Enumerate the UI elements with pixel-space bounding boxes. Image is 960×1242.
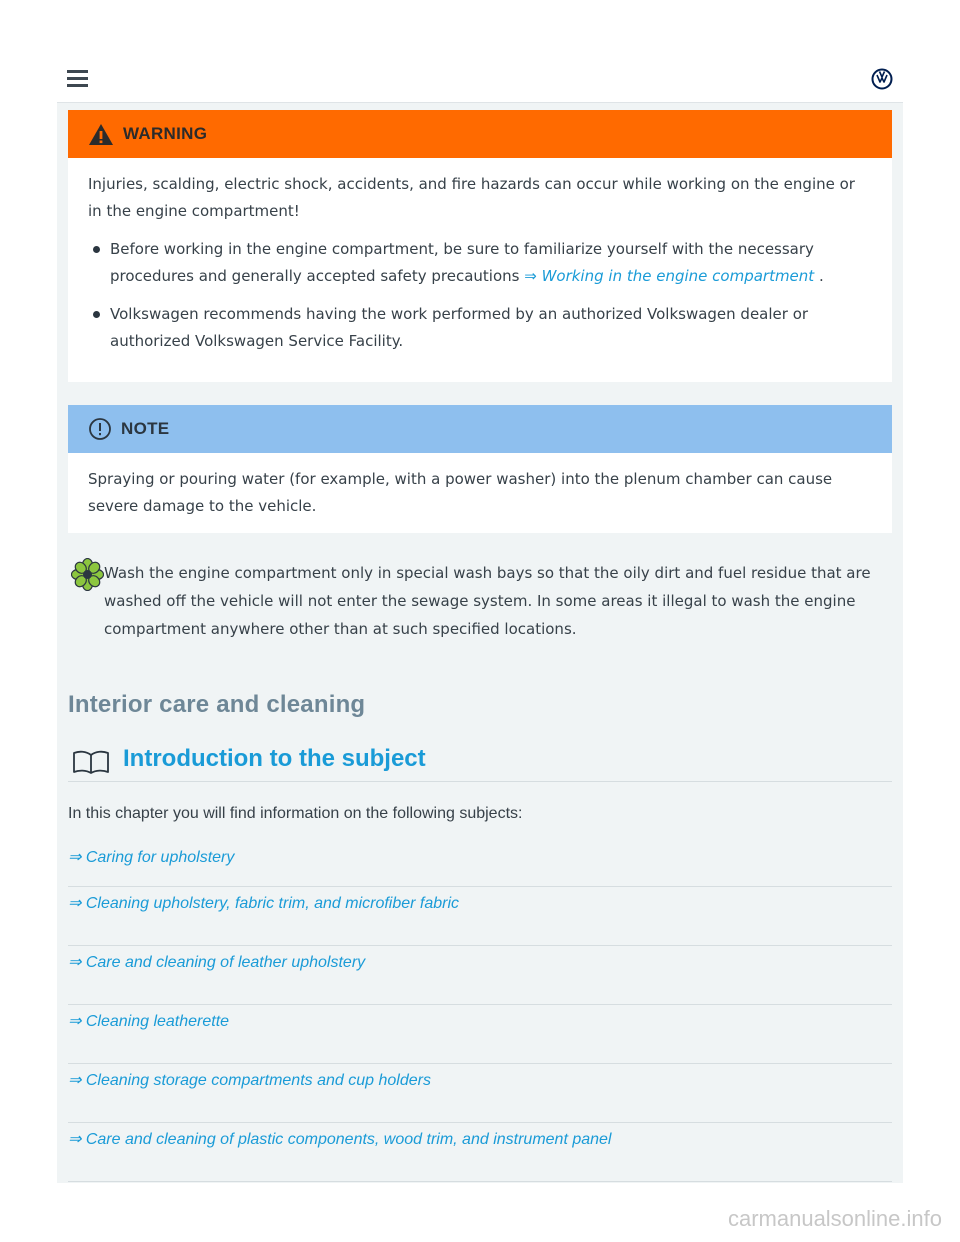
note-text: Spraying or pouring water (for example, with a power washer) into the plenum chamber can cause severe damage to the vehicle. [88, 470, 833, 515]
open-book-icon [72, 750, 110, 774]
content-area [57, 103, 903, 1183]
warning-text: Injuries, scalding, electric shock, accidents, and fire hazards can occur while working on the engine or in the engine compartment! [88, 175, 855, 220]
warning-bullets [68, 236, 892, 355]
warning-triangle-icon [88, 123, 114, 146]
warning-bullet-2: Volkswagen recommends having the work performed by an authorized Volkswagen dealer or authorized Volkswagen Service Facility. [68, 301, 892, 355]
warning-header [68, 110, 892, 158]
subsection-title: Introduction to the subject [123, 745, 426, 772]
working-in-engine-compartment-link[interactable]: ⇒ Working in the engine compartment [524, 267, 815, 285]
warning-box [68, 110, 892, 382]
environment-note [68, 559, 892, 643]
link-care-plastic-components[interactable]: ⇒ Care and cleaning of plastic components, wood trim, and instrument panel [68, 1123, 892, 1182]
subsection-header [68, 741, 892, 782]
link-caring-for-upholstery[interactable]: ⇒ Caring for upholstery [68, 843, 892, 887]
environment-text: Wash the engine compartment only in special wash bays so that the oily dirt and fuel residue that are washed off the vehicle will not enter the sewage system. In some areas it illegal to wash the engine compartment anywhere other than at such specified locations. [104, 564, 871, 638]
warning-bullet-1-text: Before working in the engine compartment, be sure to familiarize yourself with the necessary procedures and generally accepted safety precautions [110, 240, 814, 285]
hamburger-menu-icon[interactable] [67, 69, 88, 88]
link-care-leather-upholstery[interactable]: ⇒ Care and cleaning of leather upholstery [68, 946, 892, 1005]
warning-bullet-1-suffix: . [814, 267, 824, 285]
intro-text: In this chapter you will find information on the following subjects: [68, 805, 523, 822]
watermark: carmanualsonline.info [727, 1206, 942, 1231]
link-cleaning-upholstery[interactable]: ⇒ Cleaning upholstery, fabric trim, and microfiber fabric [68, 887, 892, 946]
note-box [68, 405, 892, 533]
exclamation-circle-icon [88, 417, 112, 441]
note-header [68, 405, 892, 453]
link-cleaning-leatherette[interactable]: ⇒ Cleaning leatherette [68, 1005, 892, 1064]
top-bar [57, 56, 903, 103]
section-title: Interior care and cleaning [68, 691, 366, 718]
environment-flower-icon [71, 558, 104, 591]
note-title: NOTE [121, 419, 170, 438]
warning-title: WARNING [123, 124, 208, 143]
link-cleaning-storage-compartments[interactable]: ⇒ Cleaning storage compartments and cup holders [68, 1064, 892, 1123]
vw-logo-icon[interactable] [871, 68, 893, 90]
warning-bullet-1 [68, 236, 892, 290]
topic-links [68, 843, 892, 1182]
